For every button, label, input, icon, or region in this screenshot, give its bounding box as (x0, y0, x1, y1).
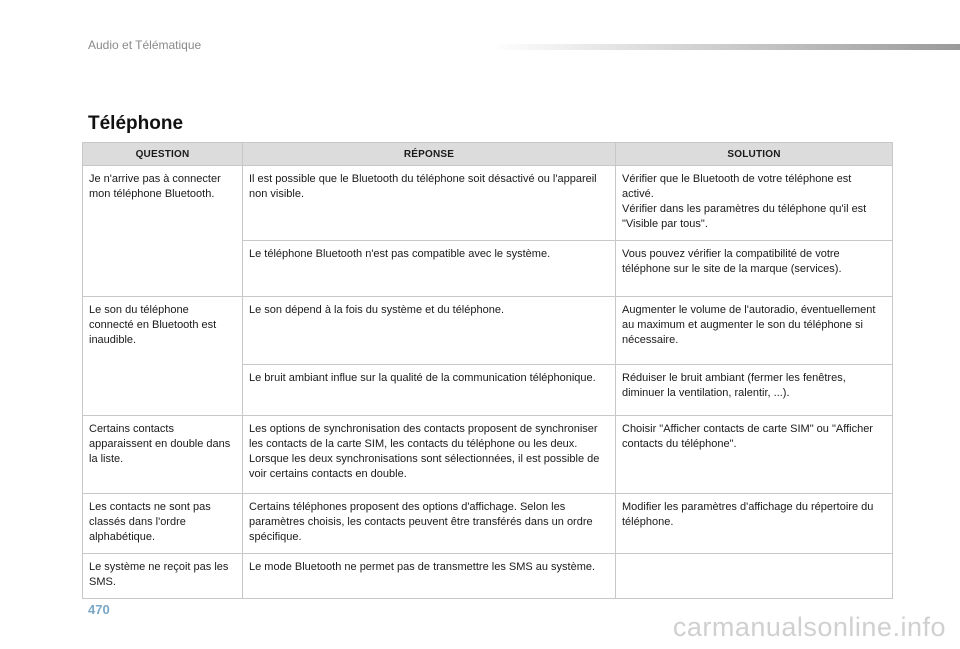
faq-table (82, 142, 893, 599)
column-header-question: QUESTION (83, 143, 243, 166)
response-cell: Le son dépend à la fois du système et du téléphone. (243, 297, 616, 365)
solution-cell: Vérifier que le Bluetooth de votre téléphone est activé. Vérifier dans les paramètres du téléphone qu'il est "Visible par tous". (616, 166, 893, 241)
response-cell: Il est possible que le Bluetooth du téléphone soit désactivé ou l'appareil non visible. (243, 166, 616, 241)
question-cell: Certains contacts apparaissent en double dans la liste. (83, 416, 243, 494)
question-cell: Les contacts ne sont pas classés dans l'ordre alphabétique. (83, 494, 243, 554)
response-cell: Le bruit ambiant influe sur la qualité de la communication téléphonique. (243, 365, 616, 416)
response-cell: Le mode Bluetooth ne permet pas de transmettre les SMS au système. (243, 554, 616, 599)
table-header (83, 143, 893, 166)
question-cell: Je n'arrive pas à connecter mon téléphone Bluetooth. (83, 166, 243, 297)
header-gradient-bar (490, 44, 960, 50)
response-cell: Le téléphone Bluetooth n'est pas compatible avec le système. (243, 241, 616, 297)
question-cell: Le son du téléphone connecté en Bluetooth est inaudible. (83, 297, 243, 416)
response-cell: Certains téléphones proposent des options d'affichage. Selon les paramètres choisis, les contacts peuvent être transférés dans un ordre spécifique. (243, 494, 616, 554)
page-number: 470 (88, 602, 110, 617)
solution-cell: Augmenter le volume de l'autoradio, éventuellement au maximum et augmenter le son du téléphone si nécessaire. (616, 297, 893, 365)
table-row (83, 166, 893, 241)
response-cell: Les options de synchronisation des contacts proposent de synchroniser les contacts de la carte SIM, les contacts du téléphone ou les deux. Lorsque les deux synchronisations sont sélectionnées, il est possible de voir certains contacts en double. (243, 416, 616, 494)
column-header-response: RÉPONSE (243, 143, 616, 166)
column-header-solution: SOLUTION (616, 143, 893, 166)
solution-cell: Choisir "Afficher contacts de carte SIM" ou "Afficher contacts du téléphone". (616, 416, 893, 494)
solution-cell: Réduiser le bruit ambiant (fermer les fenêtres, diminuer la ventilation, ralentir, ...). (616, 365, 893, 416)
table-row (83, 554, 893, 599)
table-row (83, 494, 893, 554)
table-row (83, 416, 893, 494)
solution-cell: Vous pouvez vérifier la compatibilité de votre téléphone sur le site de la marque (services). (616, 241, 893, 297)
solution-cell (616, 554, 893, 599)
solution-cell: Modifier les paramètres d'affichage du répertoire du téléphone. (616, 494, 893, 554)
table-row (83, 297, 893, 365)
question-cell: Le système ne reçoit pas les SMS. (83, 554, 243, 599)
page-title: Téléphone (88, 113, 184, 134)
table-body (83, 166, 893, 599)
section-header: Audio et Télématique (88, 38, 202, 52)
table-header-row (83, 143, 893, 166)
watermark: carmanualsonline.info (672, 612, 946, 642)
